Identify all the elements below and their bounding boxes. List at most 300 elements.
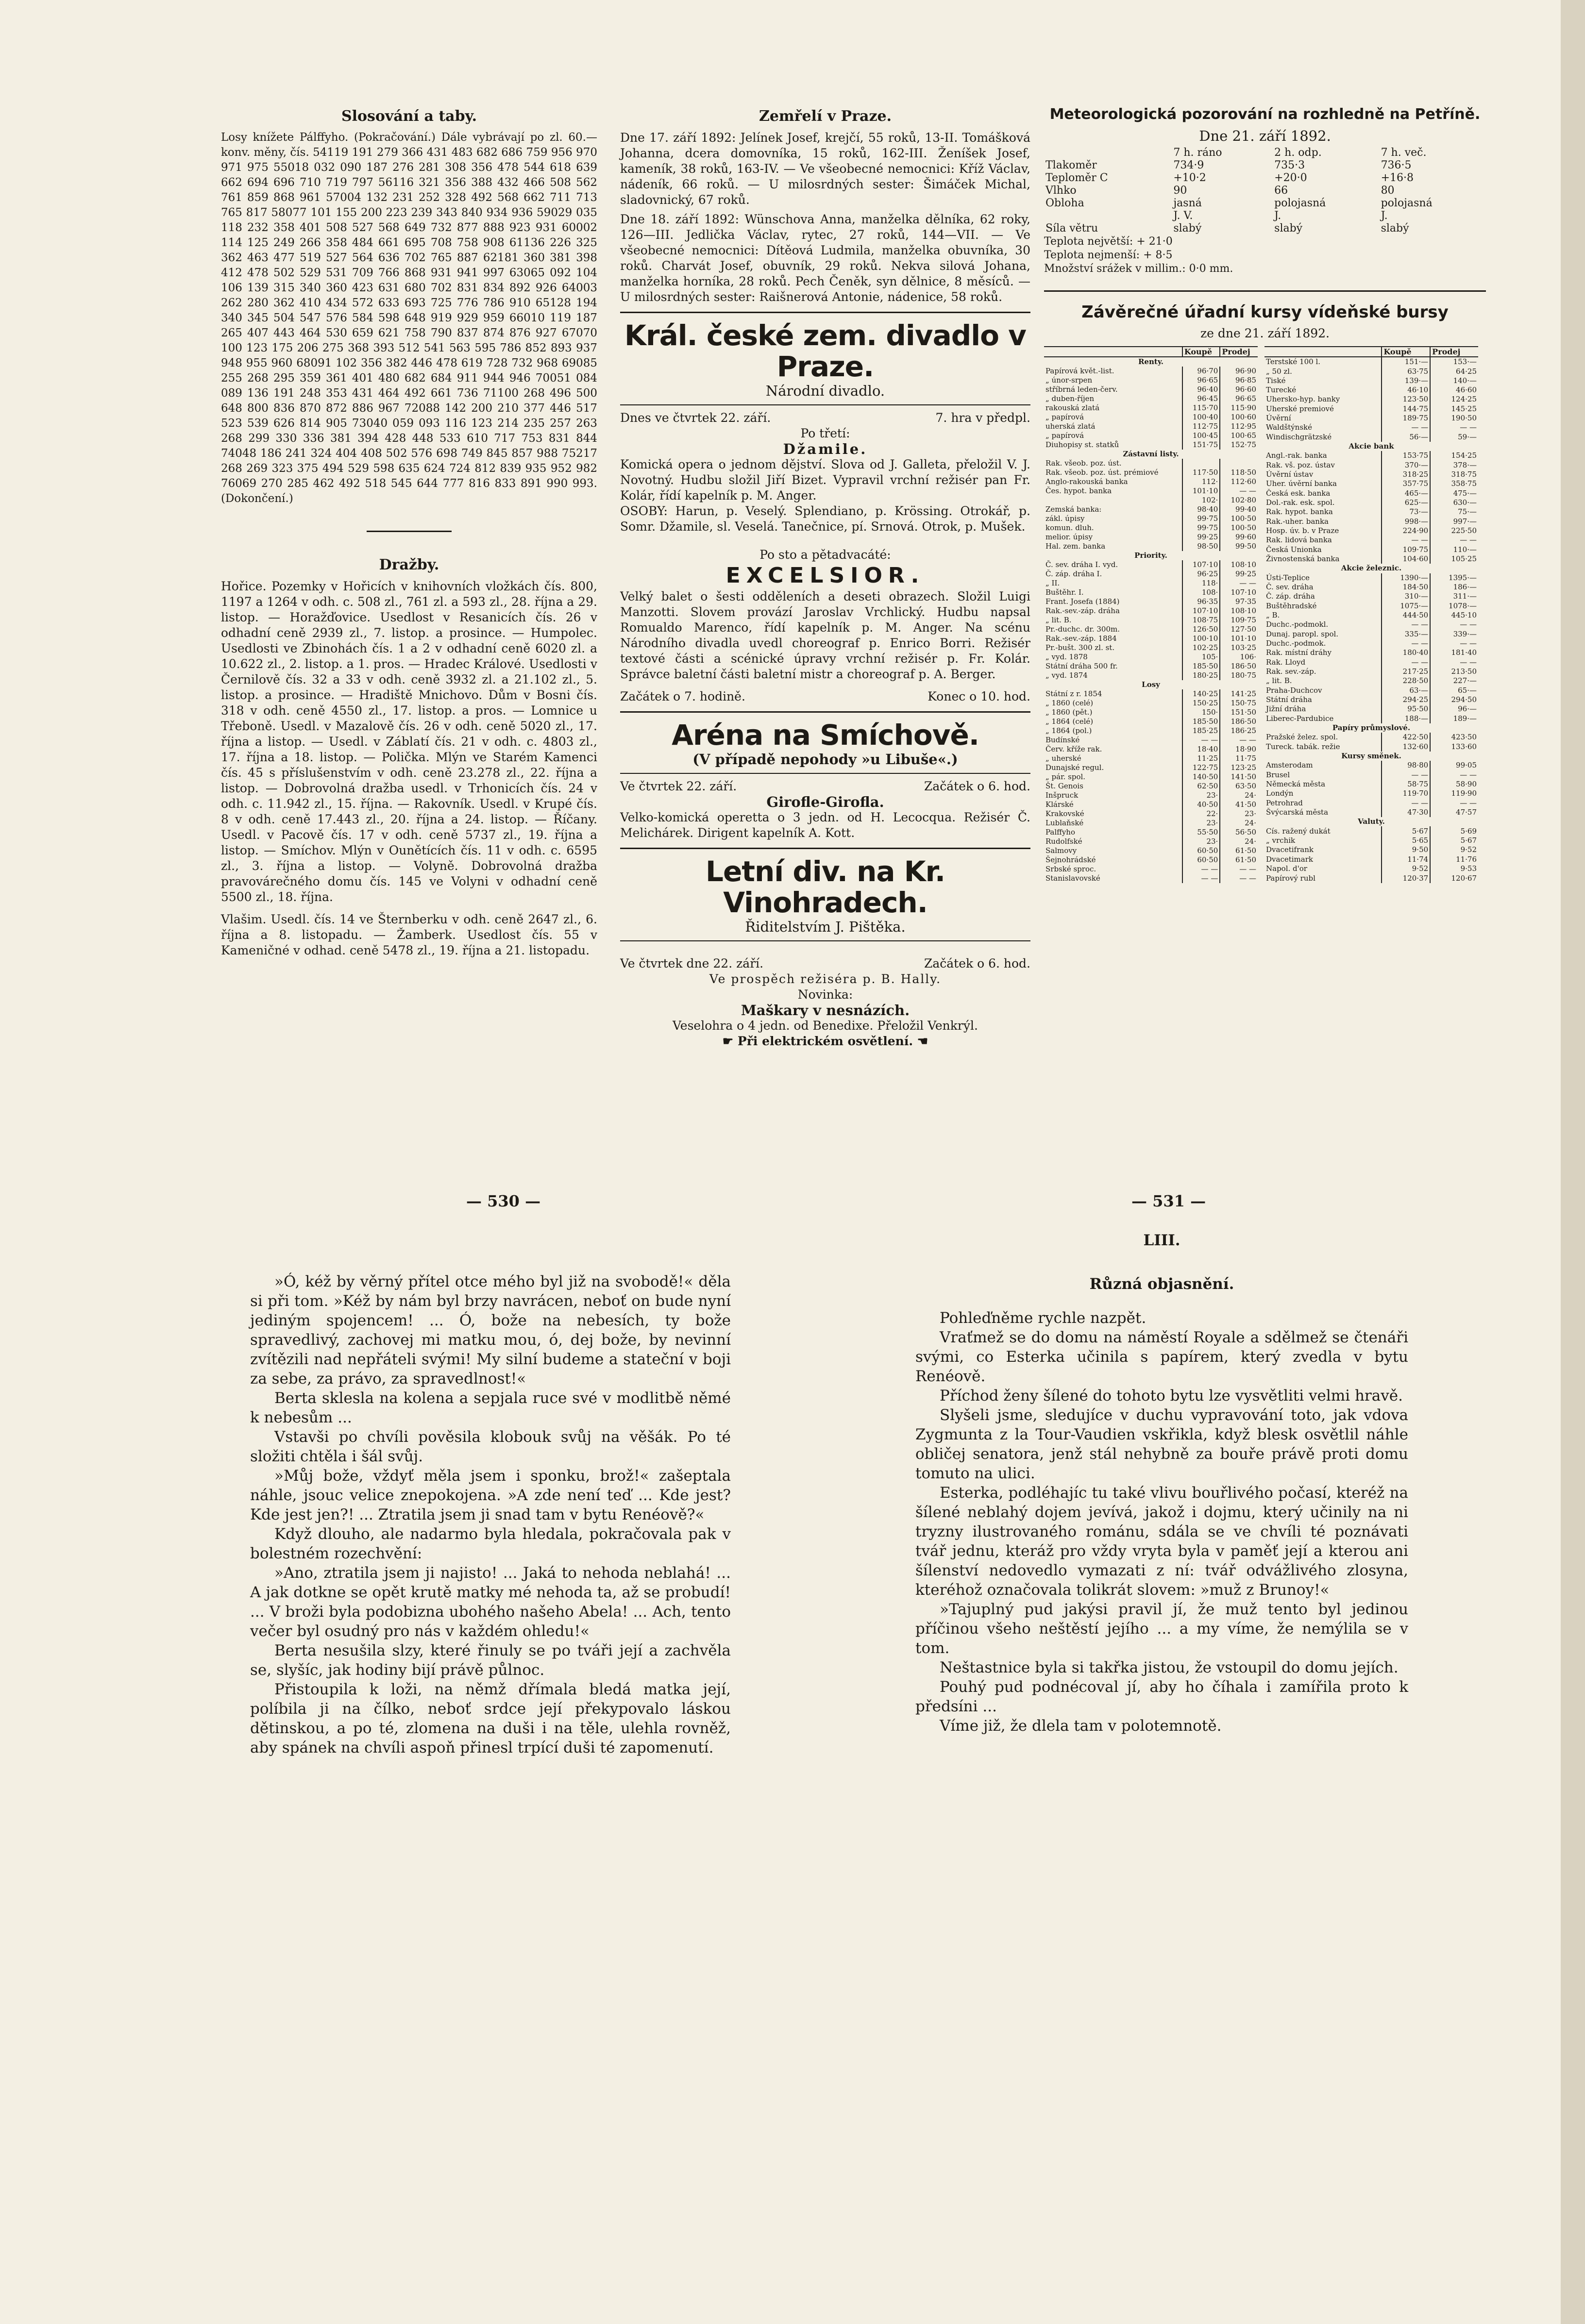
security-name: Živnostenská banka — [1266, 554, 1340, 564]
buy-price: 117·50 — [1182, 468, 1220, 477]
security-name: „ vyd. 1874 — [1045, 671, 1088, 680]
sell-price: — — — [1430, 620, 1478, 629]
sell-price: 59·— — [1430, 433, 1478, 442]
theater1-subscription: 7. hra v předpl. — [935, 411, 1030, 425]
security-name: Praha-Duchcov — [1266, 685, 1322, 695]
sell-price: 101·10 — [1220, 634, 1258, 643]
exchange-row — [1044, 403, 1258, 413]
page-number-left: — 530 — — [466, 1192, 541, 1210]
theater3-new: Novinka: — [797, 987, 853, 1002]
meteo-label: Vlhko — [1045, 184, 1077, 197]
exchange-row — [1265, 592, 1478, 601]
sell-price: 65·— — [1430, 686, 1478, 695]
meteo-value: +10·2 — [1173, 172, 1206, 184]
sell-price: 96·60 — [1220, 385, 1258, 394]
sell-price: 11·76 — [1430, 854, 1478, 864]
theater1-end: Konec o 10. hod. — [927, 689, 1030, 703]
sell-price: 5·67 — [1430, 836, 1478, 845]
exchange-section-title: Valuty. — [1358, 817, 1385, 826]
exchange-row — [1044, 855, 1258, 865]
sell-price: 189·— — [1430, 714, 1478, 723]
story-right — [915, 1231, 1408, 1736]
exchange-row — [1265, 658, 1478, 667]
buy-price: 123·50 — [1382, 395, 1430, 404]
buy-price: 151·75 — [1182, 440, 1220, 450]
sell-price: 140·— — [1430, 376, 1478, 385]
theater1-ballet-description: Velký balet o šesti odděleních a deseti obrazech. Složil Luigi Manzotti. Slovem provází Jaroslav Vrchlický. Hudbu napsal Romualdo Marenco, řídí kapelník p. M. Anger. Na scénu Národního divadla uvedl choreograf p. Enrico Borri. Režisér textové části a scénické úpravy vrchní režisér p. Fr. Kolár. Správce baletní části baletní mistr a choreograf p. A. Berger. — [620, 589, 1030, 681]
exchange-section-title: Akcie železnic. — [1341, 564, 1402, 573]
exchange-header-row — [1044, 347, 1258, 357]
theater3-date: Ve čtvrtek dne 22. září. — [620, 956, 764, 970]
buy-price: 294·25 — [1382, 695, 1430, 704]
deaths-heading: Zemřelí v Praze. — [759, 108, 892, 125]
sell-price: 23· — [1220, 809, 1258, 819]
exchange-row — [1265, 507, 1478, 517]
buy-price: 98·40 — [1182, 505, 1220, 514]
sell-price: 124·25 — [1430, 395, 1478, 404]
buy-price: — — — [1382, 798, 1430, 807]
security-name: Č. záp. dráha — [1266, 592, 1315, 601]
security-name: „ II. — [1045, 579, 1060, 587]
buy-price: — — — [1382, 620, 1430, 629]
meteo-value: 734·9 — [1173, 159, 1204, 171]
exchange-row — [1044, 699, 1258, 708]
meteo-value: slabý — [1381, 222, 1409, 234]
sell-price: 339·— — [1430, 630, 1478, 639]
meteo-table — [1044, 147, 1486, 235]
sell-price: 1395·— — [1430, 573, 1478, 583]
theater2-start: Začátek o 6. hod. — [924, 779, 1030, 793]
exchange-row — [1044, 800, 1258, 809]
security-name: uherská zlatá — [1045, 422, 1096, 431]
column-lottery-auctions — [221, 108, 597, 958]
sell-price: 96·90 — [1220, 367, 1258, 376]
security-name: Čes. hypot. banka — [1045, 486, 1112, 495]
security-name: Státní dráha — [1266, 695, 1312, 704]
exchange-row — [1044, 514, 1258, 523]
security-name: Státní dráha 500 fr. — [1045, 662, 1118, 670]
story-paragraph: »Ano, ztratila jsem ji najisto! ... Jaká to nehoda neblahá! ... A jak dotkne se opět krutě matky mé nehoda ta, až se probudí! ... V broži byla podobizna ubohého našeho Abela! ... Ach, tento večer byl osudný pro nás v každém ohledu!« — [250, 1564, 731, 1640]
theater1-description: Komická opera o jednom dějství. Slova od J. Galleta, přeložil V. J. Novotný. Hudbu složil Jiří Bizet. Vypravil vrchní režisér pan Fr. Kolár, řídí kapelník p. M. Anger. — [620, 457, 1030, 502]
exchange-row — [1044, 376, 1258, 385]
exchange-row — [1044, 551, 1258, 560]
meteo-heading: Meteorologická pozorování na rozhledně na Petříně. — [1049, 106, 1481, 123]
sell-price: 378·— — [1430, 461, 1478, 470]
exchange-row — [1265, 602, 1478, 611]
sell-price: 100·60 — [1220, 413, 1258, 422]
security-name: „ vyd. 1878 — [1045, 652, 1088, 661]
meteo-value: jasná — [1173, 197, 1202, 209]
buy-price: 180·25 — [1182, 671, 1220, 680]
buy-price: 60·50 — [1182, 855, 1220, 865]
exchange-row — [1265, 451, 1478, 460]
exchange-row — [1265, 789, 1478, 798]
security-name: melior. úpisy — [1045, 533, 1093, 541]
column-header: Koupě — [1382, 347, 1430, 357]
security-name: Rudolfské — [1045, 837, 1082, 846]
buy-price: 310·— — [1382, 592, 1430, 601]
story-paragraph: Příchod ženy šílené do tohoto bytu lze vysvětliti velmi hravě. — [940, 1387, 1403, 1404]
sell-price: 75·— — [1430, 507, 1478, 517]
meteo-rain: Množství srážek v millim.: 0·0 mm. — [1044, 263, 1233, 275]
buy-price: 150·25 — [1182, 699, 1220, 708]
exchange-row — [1265, 433, 1478, 442]
sell-price: — — — [1220, 865, 1258, 874]
sell-price: 103·25 — [1220, 643, 1258, 652]
security-name: Rak. vš. poz. ústav — [1266, 460, 1335, 469]
exchange-row — [1044, 486, 1258, 496]
meteo-value: +16·8 — [1381, 172, 1414, 184]
buy-price: 1075·— — [1382, 602, 1430, 611]
buy-price: 370·— — [1382, 461, 1430, 470]
exchange-row — [1044, 459, 1258, 468]
exchange-row — [1265, 808, 1478, 817]
sell-price: 105·25 — [1430, 554, 1478, 564]
security-name: Duchc.-podmokl. — [1266, 620, 1329, 629]
buy-price: 5·65 — [1382, 836, 1430, 845]
sell-price: 186·50 — [1220, 717, 1258, 726]
security-name: Rak. hypot. banka — [1266, 507, 1333, 517]
sell-price: 180·75 — [1220, 671, 1258, 680]
security-name: Tureck. tabák. režie — [1266, 742, 1340, 751]
security-name: „ únor-srpen — [1045, 376, 1093, 385]
buy-price: 99·75 — [1182, 514, 1220, 523]
exchange-row — [1044, 874, 1258, 883]
sell-price: 150·75 — [1220, 699, 1258, 708]
security-name: Frant. Josefa (1884) — [1045, 597, 1120, 606]
buy-price: 23· — [1182, 791, 1220, 800]
security-name: Salmovy — [1045, 846, 1077, 855]
story-paragraph: Neštastnice byla si takřka jistou, že vstoupil do domu jejích. — [940, 1659, 1399, 1676]
buy-price: 60·50 — [1182, 846, 1220, 855]
divider — [620, 773, 1030, 774]
security-name: Inšpruck — [1045, 791, 1079, 800]
story-paragraph: »Ó, kéž by věrný přítel otce mého byl již na svobodě!« děla si při tom. »Kéž by nám byl brzy navrácen, neboť on bude nyní jediným spojencem! ... Ó, bože na nebesích, ty bože spravedlivý, zachovej mi matku mou, ó, dej bože, by nevinní zvítězili nad nepřáteli svými! My silní budeme a stateční v boji za sebe, za právo, za spravedlnost!« — [250, 1273, 731, 1388]
buy-price: 228·50 — [1382, 676, 1430, 685]
exchange-row — [1265, 798, 1478, 807]
security-name: Rak.-sev.-záp. 1884 — [1045, 634, 1117, 643]
exchange-row — [1265, 583, 1478, 592]
security-name: Česká Unionka — [1266, 545, 1322, 554]
security-name: „ lit. B. — [1266, 676, 1292, 685]
meteo-time: 7 h. ráno — [1173, 147, 1222, 159]
buy-price: 95·50 — [1382, 704, 1430, 714]
sell-price: 311·— — [1430, 592, 1478, 601]
buy-price: 63·75 — [1382, 367, 1430, 376]
meteo-time: 7 h. več. — [1381, 147, 1427, 159]
sell-price: 119·90 — [1430, 789, 1478, 798]
security-name: „ 1864 (pol.) — [1045, 726, 1092, 735]
exchange-row — [1044, 579, 1258, 588]
exchange-row — [1044, 717, 1258, 726]
meteo-date: Dne 21. září 1892. — [1199, 128, 1331, 144]
security-name: Dvacetimark — [1266, 854, 1313, 864]
exchange-row — [1265, 564, 1478, 573]
sell-price: — — — [1430, 770, 1478, 779]
exchange-row — [1265, 686, 1478, 695]
buy-price: 144·75 — [1382, 404, 1430, 414]
sell-price: 58·90 — [1430, 780, 1478, 789]
security-name: Rak. místní dráhy — [1266, 648, 1332, 657]
security-name — [1044, 496, 1182, 505]
security-name: Brusel — [1266, 770, 1290, 779]
buy-price: 150· — [1182, 708, 1220, 717]
buy-price: 153·75 — [1382, 451, 1430, 460]
buy-price: 101·10 — [1182, 486, 1220, 496]
exchange-row — [1044, 671, 1258, 680]
sell-price: 5·69 — [1430, 826, 1478, 836]
exchange-row — [1044, 754, 1258, 763]
exchange-row — [1044, 505, 1258, 514]
exchange-row — [1044, 468, 1258, 477]
exchange-table-left — [1044, 346, 1258, 883]
exchange-row — [1265, 611, 1478, 620]
story-paragraph: »Můj bože, vždyť měla jsem i sponku, brož!« zašeptala náhle, jsouc velice znepokojena. »A zde není teď ... Kde jest? Kde jest jen?! ... Ztratila jsem ji snad tam v bytu Renéově?« — [250, 1467, 731, 1523]
exchange-row — [1044, 865, 1258, 874]
security-name: Liberec-Pardubice — [1266, 714, 1334, 723]
divider — [620, 404, 1030, 405]
meteo-wind-dir-row — [1044, 210, 1486, 222]
buy-price: 184·50 — [1382, 583, 1430, 592]
security-name: komun. dluh. — [1045, 523, 1094, 532]
sell-price: 225·50 — [1430, 526, 1478, 535]
sell-price: 24· — [1220, 791, 1258, 800]
buy-price: 118· — [1182, 579, 1220, 588]
story-paragraph: Berta nesušila slzy, které řinuly se po tváři její a zachvěla se, slyšíc, jak hodiny bijí právě půlnoc. — [250, 1642, 731, 1679]
sell-price: 100·65 — [1220, 431, 1258, 440]
sell-price: 154·25 — [1430, 451, 1478, 460]
exchange-row — [1265, 498, 1478, 507]
story-left — [250, 1272, 731, 1757]
lottery-text: Losy knížete Pálffyho. (Pokračování.) Dále vybrávají po zl. 60.— konv. měny, čís. 54119 191 279 366 431 483 682 686 759 956 970 971 975 55018 032 090 187 276 281 308 356 478 544 618 639 662 694 696 710 719 797 56116 321 356 388 432 466 508 562 761 859 868 961 57004 132 231 252 328 492 568 662 711 713 765 817 58077 101 155 200 223 239 343 840 934 936 59029 035 118 232 358 401 508 527 568 649 732 877 888 923 931 60002 114 125 249 266 358 484 661 695 708 758 908 61136 226 325 362 463 477 519 527 564 636 702 765 887 62181 360 381 398 412 478 502 529 531 709 766 868 931 941 997 63065 092 104 106 139 315 340 360 423 631 680 702 831 834 892 926 64003 262 280 362 410 434 572 633 693 725 776 786 910 65128 194 340 345 504 547 576 584 598 648 919 929 959 66010 119 187 265 407 443 464 530 659 621 758 790 837 874 876 927 67070 100 123 175 206 275 368 393 512 541 563 595 786 852 893 937 948 955 960 68091 102 356 382 446 478 619 728 732 968 69085 255 268 295 359 361 401 480 682 684 911 944 946 70051 084 089 136 191 248 353 431 464 492 661 736 71100 268 496 500 648 800 836 870 872 886 967 72088 142 200 210 377 446 517 523 539 626 814 905 73040 059 093 116 123 214 235 257 263 268 299 330 336 381 394 428 448 533 610 717 753 831 844 74048 186 241 324 404 408 502 576 698 749 845 857 988 75217 268 269 323 375 494 529 598 635 624 724 812 839 935 952 982 76069 270 285 462 492 518 545 644 777 816 833 891 990 993. (Dokončení.) — [221, 131, 597, 505]
exchange-row — [1265, 489, 1478, 498]
buy-price: — — — [1382, 639, 1430, 648]
story-paragraph: Pohleďněme rychle nazpět. — [940, 1309, 1147, 1327]
sell-price: 100·50 — [1220, 514, 1258, 523]
buy-price: 56·— — [1382, 433, 1430, 442]
buy-price: 96·35 — [1182, 597, 1220, 606]
sell-price: 9·52 — [1430, 845, 1478, 854]
meteo-label: Síla větru — [1045, 222, 1098, 234]
buy-price: 126·50 — [1182, 625, 1220, 634]
buy-price: 9·50 — [1382, 845, 1430, 854]
sell-price: 46·60 — [1430, 385, 1478, 395]
sell-price: — — — [1430, 798, 1478, 807]
exchange-row — [1265, 826, 1478, 836]
exchange-row — [1044, 616, 1258, 625]
exchange-row — [1265, 545, 1478, 554]
exchange-row — [1265, 733, 1478, 742]
meteo-times-row — [1044, 147, 1486, 159]
buy-price: — — — [1182, 865, 1220, 874]
theater3-date-row — [620, 956, 1030, 971]
meteo-tmax: Teplota největší: + 21·0 — [1044, 235, 1173, 248]
security-name: Palffyho — [1045, 828, 1075, 836]
buy-price: 318·25 — [1382, 470, 1430, 479]
sell-price: 64·25 — [1430, 367, 1478, 376]
buy-price: 100·45 — [1182, 431, 1220, 440]
security-name: „ uherské — [1045, 754, 1081, 763]
exchange-section-title: Zástavní listy. — [1123, 450, 1179, 458]
exchange-section-title: Renty. — [1138, 357, 1164, 366]
sell-price: 115·90 — [1220, 403, 1258, 413]
security-name: Petrohrad — [1266, 798, 1303, 807]
buy-price: 73·— — [1382, 507, 1430, 517]
theater1-start: Začátek o 7. hodině. — [620, 689, 745, 703]
theater1-play: Džamile. — [783, 441, 868, 457]
story-right-body — [915, 1308, 1408, 1736]
buy-price: 100·40 — [1182, 413, 1220, 422]
security-name: Rak. všeob. poz. úst. — [1045, 459, 1122, 468]
exchange-row — [1044, 625, 1258, 634]
buy-price: 100·10 — [1182, 634, 1220, 643]
exchange-row — [1265, 873, 1478, 883]
buy-price: 96·65 — [1182, 376, 1220, 385]
sell-price: 99·05 — [1430, 761, 1478, 770]
exchange-row — [1044, 809, 1258, 819]
exchange-row — [1044, 652, 1258, 662]
security-name: Srbské sproc. — [1045, 865, 1096, 873]
meteo-tmin: Teplota nejmenší: + 8·5 — [1044, 249, 1173, 261]
sell-price: 99·60 — [1220, 533, 1258, 542]
theater3-description: Veselohra o 4 jedn. od Benedixe. Přeložil Venkrýl. — [673, 1019, 978, 1033]
exchange-row — [1044, 689, 1258, 699]
sell-price: 112·95 — [1220, 422, 1258, 431]
divider — [1044, 290, 1486, 292]
sell-price: 120·67 — [1430, 873, 1478, 883]
theater3-benefit: Ve prospěch režiséra p. B. Hally. — [709, 972, 942, 986]
theater1-title: Král. české zem. divadlo v Praze. — [624, 319, 1026, 383]
security-name: Stanislavovské — [1045, 874, 1100, 883]
security-name: „ 50 zl. — [1266, 367, 1292, 376]
security-name: Jižní dráha — [1266, 704, 1306, 714]
buy-price: 40·50 — [1182, 800, 1220, 809]
exchange-row — [1044, 782, 1258, 791]
sell-price: 141·50 — [1220, 772, 1258, 782]
exchange-row — [1044, 837, 1258, 846]
exchange-row — [1044, 643, 1258, 652]
buy-price: 132·60 — [1382, 742, 1430, 751]
security-name: Uhersko-hyp. banky — [1266, 395, 1340, 404]
exchange-row — [1044, 523, 1258, 533]
exchange-row — [1265, 639, 1478, 648]
sell-price: 96·85 — [1220, 376, 1258, 385]
buy-price: 115·70 — [1182, 403, 1220, 413]
security-name: Duchc.-podmok. — [1266, 639, 1326, 648]
buy-price: 335·— — [1382, 630, 1430, 639]
sell-price: 61·50 — [1220, 855, 1258, 865]
sell-price: 190·50 — [1430, 414, 1478, 423]
exchange-row — [1044, 828, 1258, 837]
buy-price: 108· — [1182, 588, 1220, 597]
buy-price: 112· — [1182, 477, 1220, 486]
exchange-row — [1265, 714, 1478, 723]
meteo-value: slabý — [1274, 222, 1303, 234]
exchange-section-title: Losy — [1142, 680, 1160, 689]
security-name: Št. Genois — [1045, 782, 1083, 790]
buy-price: 444·50 — [1382, 611, 1430, 620]
story-paragraph: Berta sklesla na kolena a sepjala ruce své v modlitbě němé k nebesům ... — [250, 1389, 731, 1426]
buy-price: 107·10 — [1182, 560, 1220, 569]
exchange-row — [1265, 414, 1478, 423]
buy-price: 357·75 — [1382, 479, 1430, 488]
buy-price: 185·50 — [1182, 717, 1220, 726]
meteo-value: 66 — [1274, 184, 1288, 197]
exchange-row — [1044, 560, 1258, 569]
sell-price: 181·40 — [1430, 648, 1478, 657]
sell-price: 227·— — [1430, 676, 1478, 685]
meteo-time: 2 h. odp. — [1274, 147, 1322, 159]
buy-price: 140·25 — [1182, 689, 1220, 699]
sell-price: 107·10 — [1220, 588, 1258, 597]
theater3-start: Začátek o 6. hod. — [924, 956, 1030, 970]
sell-price: 99·40 — [1220, 505, 1258, 514]
security-name: Č. sev. dráha I. vyd. — [1045, 560, 1118, 569]
meteo-value: 735·3 — [1274, 159, 1305, 171]
buy-price: 96·25 — [1182, 569, 1220, 579]
security-name: Dunaj. paropl. spol. — [1266, 629, 1339, 638]
story-paragraph: »Tajuplný pud jakýsi pravil jí, že muž tento byl jedinou příčinou všeho neštěstí jejího ... a my víme, že nemýlila se v tom. — [915, 1601, 1408, 1657]
security-name: „ 1860 (celé) — [1045, 699, 1094, 707]
buy-price: 217·25 — [1382, 667, 1430, 676]
buy-price: 46·10 — [1382, 385, 1430, 395]
sell-price: 423·50 — [1430, 733, 1478, 742]
buy-price: 188·— — [1382, 714, 1430, 723]
buy-price: 139·— — [1382, 376, 1430, 385]
theater2-description: Velko-komická operetta o 3 jedn. od H. Lecocqua. Režisér Č. Melichárek. Dirigent kapelník A. Kott. — [620, 810, 1030, 840]
security-name: Hal. zem. banka — [1045, 542, 1106, 551]
exchange-row — [1044, 772, 1258, 782]
sell-price: 152·75 — [1220, 440, 1258, 450]
exchange-row — [1265, 845, 1478, 854]
buy-price: 11·74 — [1382, 854, 1430, 864]
column-header: Koupě — [1182, 347, 1220, 357]
buy-price: 55·50 — [1182, 828, 1220, 837]
theater3-play: Maškary v nesnázích. — [741, 1002, 910, 1019]
theater3-title: Letní div. na Kr. Vinohradech. — [705, 855, 945, 919]
exchange-row — [1265, 573, 1478, 583]
security-name: Pr.-bušt. 300 zl. st. — [1045, 643, 1115, 652]
buy-price: 96·45 — [1182, 394, 1220, 403]
theater1-date: Dnes ve čtvrtek 22. září. — [620, 411, 771, 425]
buy-price: 63·— — [1382, 686, 1430, 695]
sell-price: — — — [1220, 486, 1258, 496]
security-name: Uherské premiové — [1266, 404, 1334, 413]
exchange-row — [1265, 704, 1478, 714]
security-name: „ B. — [1266, 611, 1280, 620]
story-paragraph: Pouhý pud podnécoval jí, aby ho číhala i zamířila proto k předsíni ... — [915, 1678, 1408, 1715]
deaths-text-1: Dne 17. září 1892: Jelínek Josef, krejčí, 55 roků, 13-II. Tomášková Johanna, dcera domovníka, 15 roků, 162-III. Ženíšek Josef, kameník, 38 roků, 163-IV. — Ve všeobecné nemocnici: Kříž Václav, nádeník, 66 roků. — U milosrdných sester: Šimáček Michal, sladovnický, 67 roků. — [620, 131, 1030, 207]
security-name: zákl. úpisy — [1045, 514, 1085, 523]
security-name: Rak. všeob. poz. úst. prémiové — [1045, 468, 1159, 477]
security-name: Papírový rubl — [1266, 873, 1315, 883]
security-name: Tiské — [1266, 376, 1286, 385]
meteo-wind-row — [1044, 222, 1486, 235]
exchange-row — [1265, 864, 1478, 873]
exchange-section-title: Akcie bank — [1349, 442, 1394, 451]
sell-price: 213·50 — [1430, 667, 1478, 676]
story-paragraph: Víme již, že dlela tam v polotemnotě. — [940, 1717, 1222, 1735]
exchange-row — [1044, 385, 1258, 394]
buy-price: 119·70 — [1382, 789, 1430, 798]
security-name: Buštěhradské — [1266, 601, 1317, 610]
exchange-row — [1265, 526, 1478, 535]
sell-price: 358·75 — [1430, 479, 1478, 488]
theater1-times — [620, 689, 1030, 704]
sell-price: 102·80 — [1220, 496, 1258, 505]
exchange-row — [1265, 404, 1478, 414]
security-name: Česká esk. banka — [1266, 488, 1331, 498]
